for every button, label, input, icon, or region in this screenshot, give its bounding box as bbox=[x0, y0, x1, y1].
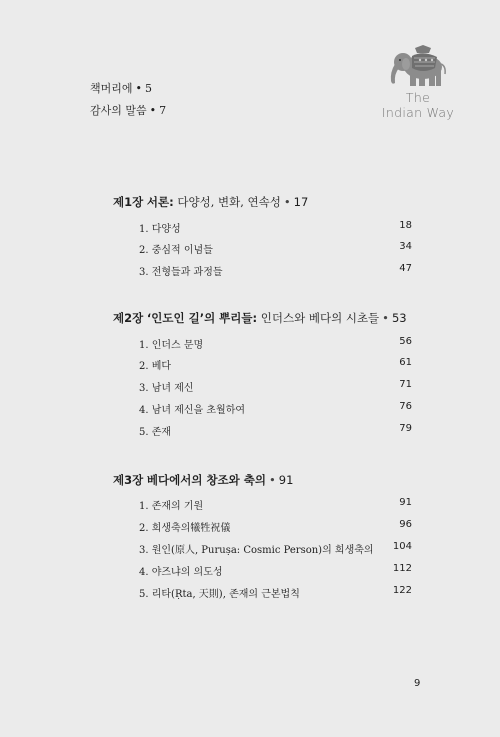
entry-label: 4. 남녀 제신을 초월하여 bbox=[139, 405, 246, 416]
front-matter-page: 5 bbox=[145, 82, 153, 95]
chapter-title: 서론: bbox=[146, 195, 174, 209]
toc-entry[interactable] bbox=[139, 423, 412, 438]
chapter-number: 제3장 bbox=[113, 473, 144, 487]
chapter-number: 제1장 bbox=[113, 195, 144, 209]
entry-page: 79 bbox=[399, 423, 412, 434]
bullet: • bbox=[382, 311, 389, 325]
entry-label: 2. 희생축의犧牲祝儀 bbox=[139, 523, 231, 534]
toc-entry[interactable] bbox=[139, 541, 412, 556]
entry-page: 76 bbox=[399, 401, 412, 412]
entry-page: 18 bbox=[399, 220, 412, 231]
entry-page: 61 bbox=[399, 357, 412, 368]
toc-entry[interactable] bbox=[139, 497, 412, 512]
book-logo bbox=[378, 44, 458, 136]
entry-label: 3. 전형들과 과정들 bbox=[139, 267, 223, 278]
entry-label: 3. 원인(原人, Puruṣa: Cosmic Person)의 희생축의 bbox=[139, 545, 374, 556]
entry-label: 1. 존재의 기원 bbox=[139, 501, 204, 512]
chapter-subtitle: 다양성, 변화, 연속성 bbox=[177, 195, 281, 209]
logo-title-line1: The bbox=[405, 90, 431, 105]
front-matter-preface[interactable] bbox=[90, 80, 152, 96]
entry-page: 91 bbox=[399, 497, 412, 508]
entry-page: 34 bbox=[399, 241, 412, 252]
elephant-icon bbox=[385, 44, 451, 90]
toc-entry[interactable] bbox=[139, 379, 412, 394]
toc-entry[interactable] bbox=[139, 519, 412, 534]
entry-label: 5. 리타(Ṛta, 天則), 존재의 근본법칙 bbox=[139, 589, 300, 600]
chapter-3-heading[interactable] bbox=[113, 472, 293, 488]
chapter-title: 베다에서의 창조와 축의 bbox=[146, 473, 266, 487]
front-matter-page: 7 bbox=[159, 104, 167, 117]
toc-entry[interactable] bbox=[139, 263, 412, 278]
entry-page: 96 bbox=[399, 519, 412, 530]
bullet: • bbox=[269, 473, 276, 487]
entry-label: 3. 남녀 제신 bbox=[139, 383, 194, 394]
chapter-1-heading[interactable] bbox=[113, 194, 308, 210]
chapter-number: 제2장 bbox=[113, 311, 144, 325]
front-matter-acknowledgements[interactable] bbox=[90, 102, 166, 118]
toc-entry[interactable] bbox=[139, 585, 412, 600]
page-number: 9 bbox=[414, 678, 421, 689]
bullet: • bbox=[283, 195, 291, 209]
chapter-page: 17 bbox=[293, 195, 309, 209]
chapter-subtitle: 인더스와 베다의 시초들 bbox=[260, 311, 380, 325]
front-matter-label: 책머리에 bbox=[90, 82, 133, 95]
entry-label: 4. 야즈냐의 의도성 bbox=[139, 567, 223, 578]
bullet: • bbox=[149, 104, 157, 117]
toc-entry[interactable] bbox=[139, 357, 412, 372]
toc-entry[interactable] bbox=[139, 220, 412, 235]
entry-page: 56 bbox=[399, 336, 412, 347]
entry-page: 104 bbox=[392, 541, 412, 552]
entry-label: 2. 베다 bbox=[139, 361, 172, 372]
toc-entry[interactable] bbox=[139, 401, 412, 416]
entry-label: 2. 중심적 이념들 bbox=[139, 245, 213, 256]
entry-page: 47 bbox=[399, 263, 412, 274]
entry-page: 71 bbox=[399, 379, 412, 390]
chapter-title: ‘인도인 길’의 뿌리들: bbox=[146, 311, 258, 325]
entry-label: 5. 존재 bbox=[139, 427, 172, 438]
bullet: • bbox=[135, 82, 143, 95]
entry-page: 112 bbox=[392, 563, 412, 574]
entry-page: 122 bbox=[392, 585, 412, 596]
toc-entry[interactable] bbox=[139, 563, 412, 578]
chapter-2-heading[interactable] bbox=[113, 310, 407, 326]
entry-label: 1. 인더스 문명 bbox=[139, 340, 204, 351]
toc-entry[interactable] bbox=[139, 336, 412, 351]
logo-title-line2: Indian Way bbox=[381, 104, 455, 120]
front-matter-label: 감사의 말씀 bbox=[90, 104, 147, 117]
entry-label: 1. 다양성 bbox=[139, 224, 181, 235]
chapter-page: 91 bbox=[278, 473, 294, 487]
toc-entry[interactable] bbox=[139, 241, 412, 256]
chapter-page: 53 bbox=[391, 311, 407, 325]
